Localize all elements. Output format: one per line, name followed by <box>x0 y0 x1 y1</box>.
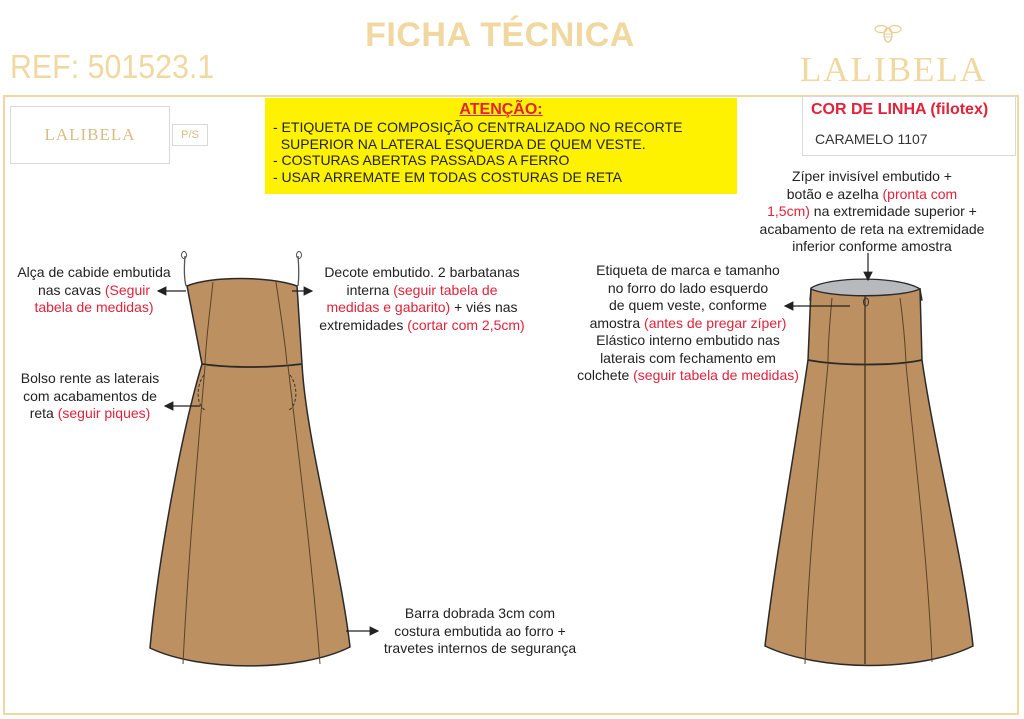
note-pocket: Bolso rente as laterais com acabamentos de reta (seguir piques) <box>20 370 160 421</box>
attention-line: SUPERIOR NA LATERAL ESQUERDA DE QUEM VESTE. <box>273 135 646 152</box>
size-label-sample: P/S <box>172 124 208 146</box>
note-hem: Barra dobrada 3cm com costura embutida ao forro + travetes internos de segurança <box>383 605 577 656</box>
note-zipper: Zíper invisível embutido + botão e azelha (pronta com 1,5cm) na extremidade superior + acabamento de reta na extremidade inferior conforme amostra <box>759 168 985 254</box>
brand-logo: LALIBELA <box>800 50 988 89</box>
attention-line: - COSTURAS ABERTAS PASSADAS A FERRO <box>273 152 570 168</box>
note-neckline: Decote embutido. 2 barbatanas interna (seguir tabela de medidas e gabarito) + viés nas extremidades (cortar com 2,5cm) <box>319 264 525 333</box>
attention-line: - USAR ARREMATE EM TODAS COSTURAS DE RETA <box>273 168 623 185</box>
thread-color-title: COR DE LINHA (filotex) <box>811 101 989 118</box>
note-brand-label: Etiqueta de marca e tamanho no forro do lado esquerdo de quem veste, conforme amostra (antes de pregar zíper) Elástico interno embutido nas laterais com fechamento em colchete (seguir tabela de medidas) <box>577 262 799 383</box>
brand-label-sample: LALIBELA <box>10 106 170 164</box>
attention-title: ATENÇÃO: <box>459 101 543 118</box>
attention-line: - ETIQUETA DE COMPOSIÇÃO CENTRALIZADO NO RECORTE <box>273 119 683 135</box>
reference-code: REF: 501523.1 <box>10 48 215 85</box>
thread-color-value: CARAMELO 1107 <box>815 131 928 147</box>
note-strap: Alça de cabide embutida nas cavas (Seguir tabela de medidas) <box>17 264 171 315</box>
page-title: FICHA TÉCNICA <box>365 16 635 54</box>
